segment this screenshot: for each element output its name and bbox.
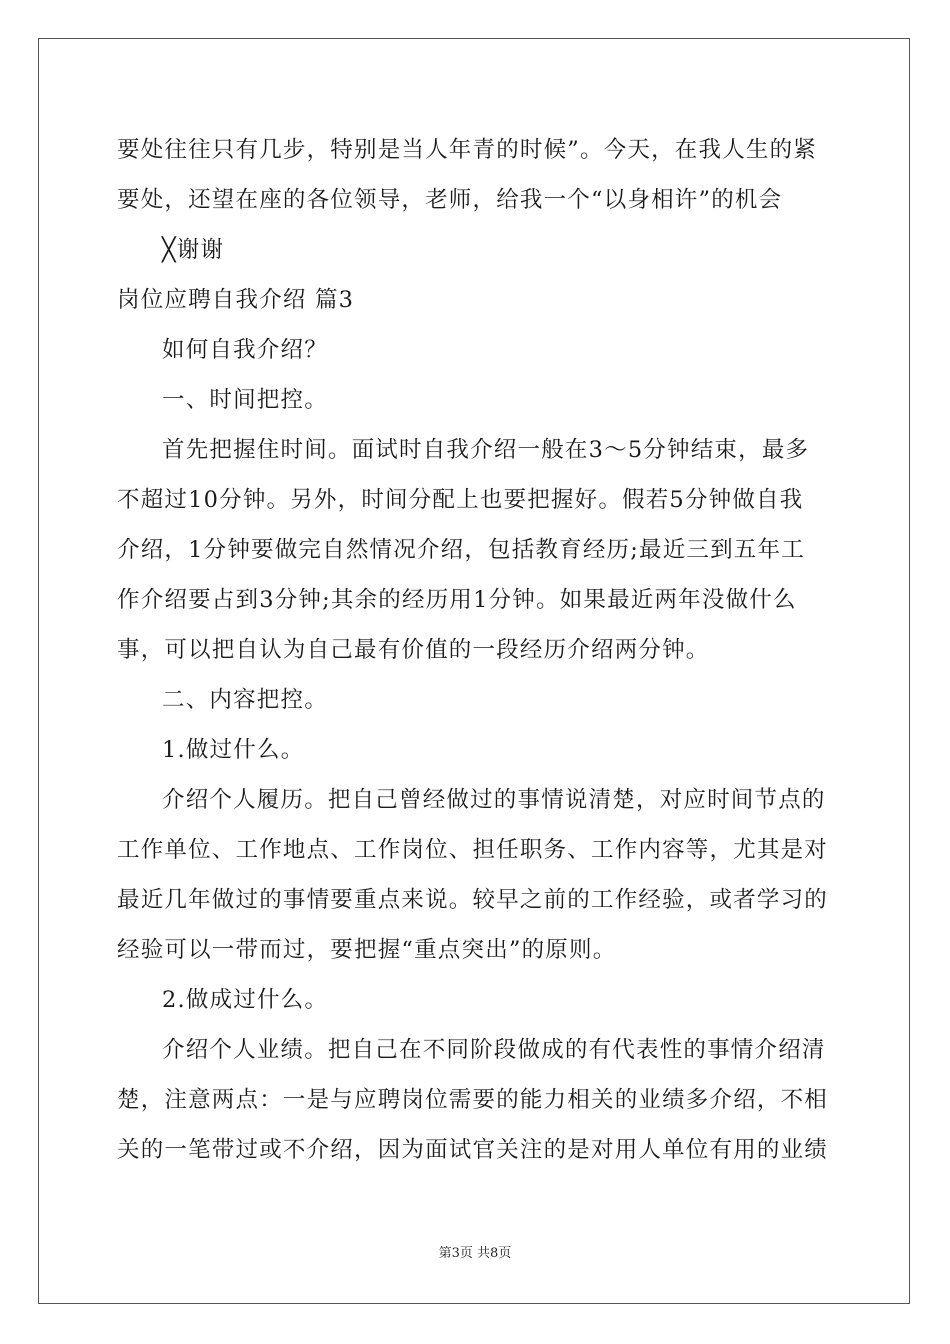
list-item: 1.做过什么。	[162, 737, 305, 763]
text-line: ╳谢谢	[162, 237, 225, 263]
text-line: 介绍个人业绩。把自己在不同阶段做成的有代表性的事情介绍清	[162, 1037, 826, 1063]
text-line: 介绍个人履历。把自己曾经做过的事情说清楚，对应时间节点的	[162, 787, 826, 813]
text-line: 最近几年做过的事情要重点来说。较早之前的工作经验，或者学习的	[117, 887, 829, 913]
list-item: 2.做成过什么。	[162, 987, 329, 1013]
text-line: 要处往往只有几步，特别是当人年青的时候”。今天，在我人生的紧	[117, 137, 818, 163]
text-line: 关的一笔带过或不介绍，因为面试官关注的是对用人单位有用的业绩	[117, 1137, 829, 1163]
text-line: 工作单位、工作地点、工作岗位、担任职务、工作内容等，尤其是对	[117, 837, 829, 863]
text-line: 事，可以把自认为自己最有价值的一段经历介绍两分钟。	[117, 637, 710, 663]
text-line: 要处，还望在座的各位领导，老师，给我一个“以身相许”的机会	[117, 187, 783, 213]
subheading: 二、内容把控。	[162, 687, 328, 713]
text-line: 介绍，1分钟要做完自然情况介绍，包括教育经历;最近三到五年工	[117, 537, 805, 563]
text-line: 如何自我介绍？	[162, 337, 328, 363]
page-footer: 第3页 共8页	[438, 1246, 512, 1261]
subheading: 一、时间把控。	[162, 387, 328, 413]
text-line: 首先把握住时间。面试时自我介绍一般在3～5分钟结束，最多	[162, 437, 810, 463]
section-heading: 岗位应聘自我介绍 篇3	[117, 287, 355, 313]
text-line: 楚，注意两点：一是与应聘岗位需要的能力相关的业绩多介绍，不相	[117, 1087, 829, 1113]
text-line: 作介绍要占到3分钟;其余的经历用1分钟。如果最近两年没做什么	[117, 587, 797, 613]
text-line: 经验可以一带而过，要把握“重点突出”的原则。	[117, 937, 617, 963]
text-line: 不超过10分钟。另外，时间分配上也要把握好。假若5分钟做自我	[117, 487, 804, 513]
